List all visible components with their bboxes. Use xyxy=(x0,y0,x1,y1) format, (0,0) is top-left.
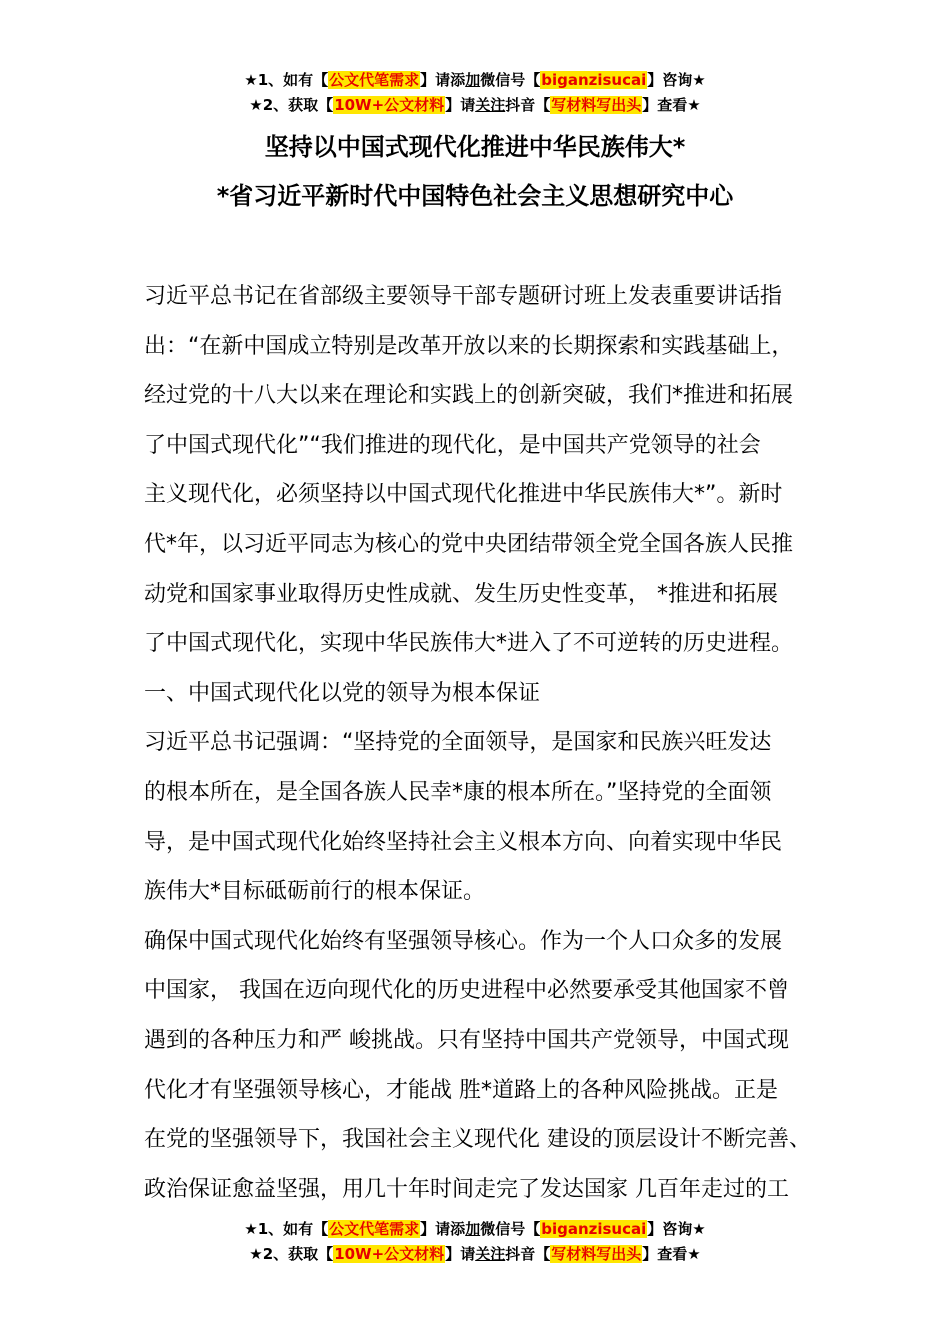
highlight-materials: 10W+公文材料 xyxy=(334,96,445,114)
notice-text: 】请添 xyxy=(420,1220,466,1238)
notice-text: 】请 xyxy=(445,1245,476,1263)
notice-text: ★2、获取【 xyxy=(249,1245,334,1263)
notice-text: ★1、如有【 xyxy=(244,71,329,89)
notice-underline: 关注 xyxy=(475,96,506,114)
body-line: 在党的坚强领导下，我国社会主义现代化 建设的顶层设计不断完善、 xyxy=(144,1127,811,1153)
notice-text: ★2、获取【 xyxy=(249,96,334,114)
notice-top xyxy=(0,68,950,118)
notice-text: 抖音【 xyxy=(505,96,551,114)
document-body xyxy=(144,272,844,1214)
notice-text: 抖音【 xyxy=(505,1245,551,1263)
body-line: 的根本所在，是全国各族人民幸*康的根本所在。”坚持党的全面领 xyxy=(144,779,772,805)
notice-text: 】咨询★ xyxy=(647,71,706,89)
body-line: 政治保证愈益坚强，用几十年时间走完了发达国家 几百年走过的工 xyxy=(144,1176,789,1202)
section-heading: 一、中国式现代化以党的领导为根本保证 xyxy=(144,680,541,706)
notice-text: 】查看★ xyxy=(642,1245,701,1263)
highlight-douyin: 写材料写出头 xyxy=(551,1245,642,1263)
notice-text: 微信号【 xyxy=(480,1220,541,1238)
body-line: 导，是中国式现代化始终坚持社会主义根本方向、向着实现中华民 xyxy=(144,829,783,855)
notice-text: 】请添 xyxy=(420,71,466,89)
body-line: 出：“在新中国成立特别是改革开放以来的长期探索和实践基础上， xyxy=(144,333,794,359)
notice-text: 】咨询★ xyxy=(647,1220,706,1238)
notice-underline: 加 xyxy=(465,71,481,89)
body-line: 经过党的十八大以来在理论和实践上的创新突破，我们*推进和拓展 xyxy=(144,383,794,409)
body-line: 中国家， 我国在迈向现代化的历史进程中必然要承受其他国家不曾 xyxy=(144,978,789,1004)
highlight-materials: 10W+公文材料 xyxy=(334,1245,445,1263)
notice-underline: 加 xyxy=(465,1220,481,1238)
body-line: 习近平总书记在省部级主要领导干部专题研讨班上发表重要讲话指 xyxy=(144,284,783,309)
notice-underline: 关注 xyxy=(475,1245,506,1263)
notice-text: 微信号【 xyxy=(480,71,541,89)
document-author: *省习近平新时代中国特色社会主义思想研究中心 xyxy=(216,182,734,210)
body-line: 动党和国家事业取得历史性成就、发生历史性变革， *推进和拓展 xyxy=(144,581,778,607)
notice-line-2 xyxy=(0,93,950,118)
notice-line-1 xyxy=(0,1217,950,1242)
notice-text: 】查看★ xyxy=(642,96,701,114)
notice-line-1 xyxy=(0,68,950,93)
notice-line-2 xyxy=(0,1242,950,1267)
body-line: 代化才有坚强领导核心，才能战 胜*道路上的各种风险挑战。正是 xyxy=(144,1077,778,1103)
body-line: 习近平总书记强调：“坚持党的全面领导，是国家和民族兴旺发达 xyxy=(144,730,772,756)
body-line: 遇到的各种压力和严 峻挑战。只有坚持中国共产党领导，中国式现 xyxy=(144,1027,789,1053)
body-line: 族伟大*目标砥砺前行的根本保证。 xyxy=(144,879,486,905)
notice-bottom xyxy=(0,1217,950,1267)
body-line: 了中国式现代化”“我们推进的现代化，是中国共产党领导的社会 xyxy=(144,432,761,458)
highlight-wechat-id: biganzisucai xyxy=(541,71,647,89)
body-line: 确保中国式现代化始终有坚强领导核心。作为一个人口众多的发展 xyxy=(144,928,783,954)
highlight-ghostwriting: 公文代笔需求 xyxy=(329,1220,420,1238)
document-title: 坚持以中国式现代化推进中华民族伟大* xyxy=(264,133,686,161)
body-line: 代*年，以习近平同志为核心的党中央团结带领全党全国各族人民推 xyxy=(144,531,794,557)
highlight-wechat-id: biganzisucai xyxy=(541,1220,647,1238)
highlight-douyin: 写材料写出头 xyxy=(551,96,642,114)
body-line: 主义现代化，必须坚持以中国式现代化推进中华民族伟大*”。新时 xyxy=(144,482,783,508)
body-line: 了中国式现代化，实现中华民族伟大*进入了不可逆转的历史进程。 xyxy=(144,631,794,657)
notice-text: 】请 xyxy=(445,96,476,114)
notice-text: ★1、如有【 xyxy=(244,1220,329,1238)
highlight-ghostwriting: 公文代笔需求 xyxy=(329,71,420,89)
